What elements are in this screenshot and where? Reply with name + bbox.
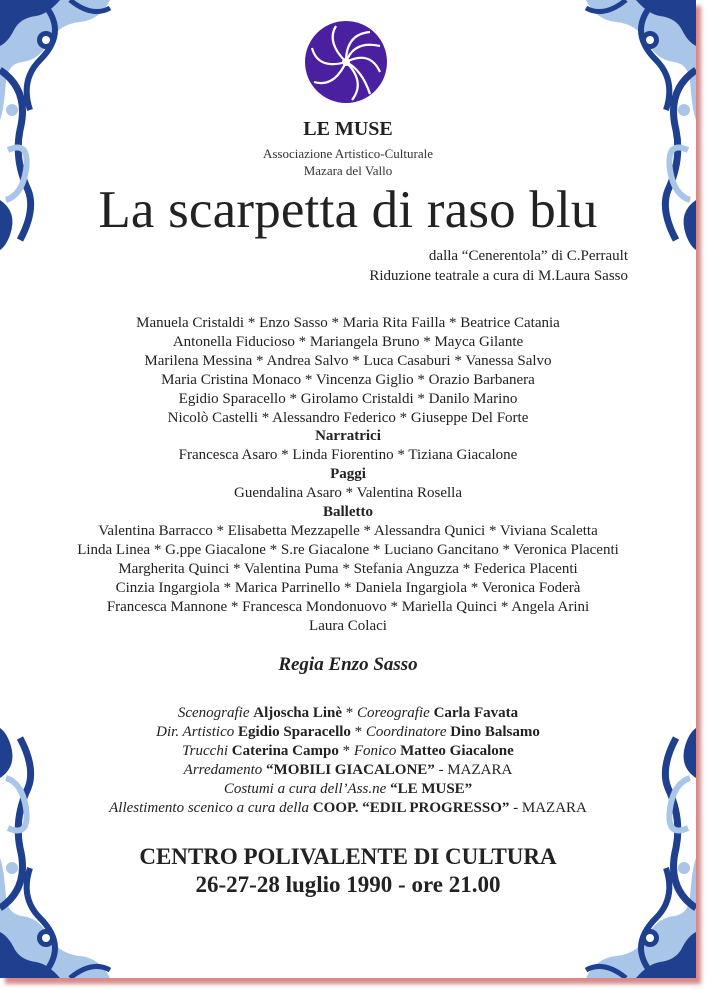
paggi-line: Guendalina Asaro * Valentina Rosella: [233, 485, 462, 502]
credit-name: “LE MUSE”: [390, 781, 473, 797]
credit-place: - MAZARA: [513, 800, 587, 816]
separator: *: [354, 724, 363, 740]
play-adaptation: Riduzione teatrale a cura di M.Laura Sasso: [369, 268, 628, 284]
credit-label: Costumi a cura dell’Ass.ne: [223, 781, 387, 797]
credit-name: Matteo Giacalone: [400, 743, 514, 759]
balletto-line: Margherita Quinci * Valentina Puma * Stefania Anguzza * Federica Placenti: [118, 560, 578, 577]
director-credit: Regia Enzo Sasso: [278, 654, 418, 675]
paggi-heading: Paggi: [330, 466, 366, 483]
cast-line: Marilena Messina * Andrea Salvo * Luca Casaburi * Vanessa Salvo: [144, 352, 552, 369]
performance-dates: 26-27-28 luglio 1990 - ore 21.00: [195, 872, 501, 897]
credit-label: Arredamento: [183, 762, 263, 778]
venue-block: [0, 843, 696, 899]
credit-line-scenografie: [0, 704, 696, 723]
organization-subtitle: Associazione Artistico-Culturale: [262, 146, 434, 161]
credit-line-allestimento: [0, 799, 696, 818]
credit-name: Egidio Sparacello: [237, 724, 351, 740]
credit-label: Fonico: [353, 743, 397, 759]
separator: *: [345, 705, 354, 721]
credit-line-trucchi: [0, 742, 696, 761]
organization-name: LE MUSE: [303, 118, 393, 140]
swirl-logo-icon: [304, 20, 388, 104]
play-title: La scarpetta di raso blu: [98, 181, 598, 239]
credit-line-costumi: [0, 780, 696, 799]
credit-label: Coreografie: [357, 705, 430, 721]
balletto-line: Valentina Barracco * Elisabetta Mezzapelle * Alessandra Qunici * Viviana Scaletta: [98, 522, 598, 539]
credit-label: Trucchi: [182, 743, 229, 759]
credit-line-direzione: [0, 723, 696, 742]
cast-list: [0, 314, 696, 635]
separator: *: [342, 743, 351, 759]
cast-line: Manuela Cristaldi * Enzo Sasso * Maria Rita Failla * Beatrice Catania: [136, 315, 560, 331]
balletto-line: Linda Linea * G.ppe Giacalone * S.re Giacalone * Luciano Gancitano * Veronica Placenti: [77, 541, 619, 558]
credit-label: Coordinatore: [365, 724, 447, 740]
play-source: dalla “Cenerentola” di C.Perrault: [428, 248, 628, 264]
balletto-line: Francesca Mannone * Francesca Mondonuovo * Mariella Quinci * Angela Arini: [106, 598, 590, 615]
credit-name: “MOBILI GIACALONE”: [266, 762, 435, 778]
credit-line-arredamento: [0, 761, 696, 780]
balletto-line: Cinzia Ingargiola * Marica Parrinello * Daniela Ingargiola * Veronica Foderà: [115, 579, 581, 596]
credit-name: COOP. “EDIL PROGRESSO”: [312, 800, 510, 816]
production-credits: [0, 704, 696, 818]
credit-name: Dino Balsamo: [450, 724, 540, 740]
credit-name: Carla Favata: [433, 705, 519, 721]
credit-label: Allestimento scenico a cura della: [109, 800, 310, 816]
balletto-line: Laura Colaci: [309, 617, 387, 634]
balletto-heading: Balletto: [323, 504, 373, 521]
credit-place: - MAZARA: [438, 762, 513, 778]
credit-name: Aljoscha Linè: [253, 705, 343, 721]
cast-line: Egidio Sparacello * Girolamo Cristaldi * Danilo Marino: [178, 390, 518, 407]
narratrici-line: Francesca Asaro * Linda Fiorentino * Tiziana Giacalone: [178, 447, 518, 464]
credit-label: Dir. Artistico: [156, 724, 235, 740]
cast-line: Nicolò Castelli * Alessandro Federico * Giuseppe Del Forte: [167, 409, 529, 426]
cast-line: Maria Cristina Monaco * Vincenza Giglio * Orazio Barbanera: [161, 371, 535, 388]
cast-line: Antonella Fiducioso * Mariangela Bruno * Mayca Gilante: [172, 333, 524, 350]
credit-name: Caterina Campo: [231, 743, 339, 759]
narratrici-heading: Narratrici: [315, 428, 381, 445]
venue-name: CENTRO POLIVALENTE DI CULTURA: [139, 844, 557, 869]
credit-label: Scenografie: [177, 705, 250, 721]
organization-city: Mazara del Vallo: [303, 163, 393, 178]
